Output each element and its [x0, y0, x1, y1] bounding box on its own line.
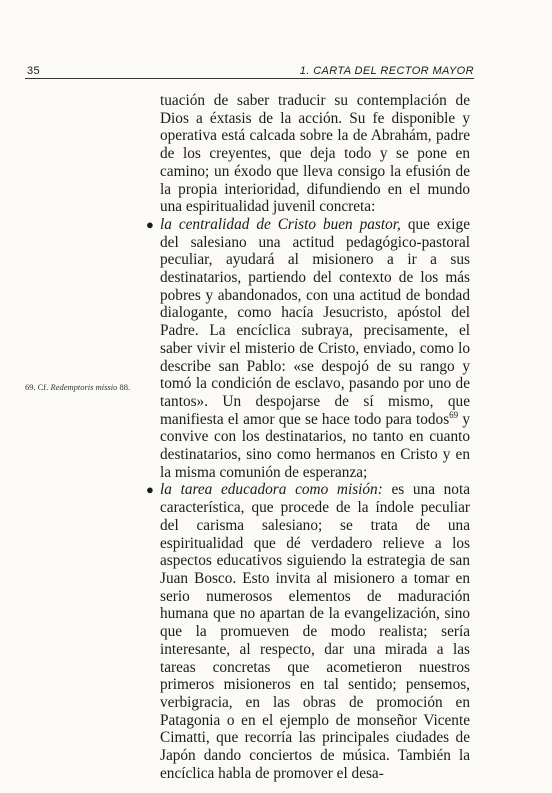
- page-number: 35: [27, 65, 41, 77]
- bullet-icon: ●: [146, 482, 154, 498]
- list-item: [146, 215, 470, 482]
- footnote-prefix: 69. Cf.: [25, 382, 51, 392]
- footnote-69: [25, 382, 145, 393]
- item-title: la centralidad de Cristo buen pastor,: [160, 215, 401, 233]
- bullet-icon: ●: [146, 216, 154, 232]
- item-text: es una nota característica, que procede de la índole peculiar del carisma salesiano; se trata de una espiritualidad que dé verdadero relieve a los aspectos educativos siguiendo la estrategia de san Juan Bosco. Esto invita al misionero a tomar en serio numerosos elementos de maduración humana que no apartan de la evangelización, sino que la promueven de modo realista; sería interesante, al respecto, dar una mirada a las tareas concretas que acometieron nuestros primeros misioneros en tal sentido; pensemos, verbigracia, en las obras de promoción en Patagonia o en el ejemplo de monseñor Vicente Cimatti, que recorría las principales ciudades de Japón dando conciertos de música. También la encíclica habla de promover el desa-: [160, 481, 470, 782]
- bullet-list: [146, 215, 470, 783]
- list-item: [146, 481, 470, 782]
- item-title: la tarea educadora como misión:: [160, 481, 383, 499]
- header-rule: [25, 78, 474, 79]
- footnote-source-title: Redemptoris missio: [50, 382, 118, 392]
- item-text: que exige del salesiano una actitud pedagógico-pastoral peculiar, ayudará al misionero a ir a sus destinatarios, partiendo del contexto de los más pobres y abandonados, con una actitud de bondad dialogante, como hacía Jesucristo, apóstol del Padre. La encíclica subraya, precisamente, el saber vivir el misterio de Cristo, enviado, como lo describe san Pablo: «se despojó de su rango y tomó la condición de esclavo, pasando por uno de tantos». Un despojarse de sí mismo, que manifiesta el amor que se hace todo para todos: [160, 215, 470, 428]
- running-head: 1. CARTA DEL RECTOR MAYOR: [299, 65, 474, 77]
- main-text: [146, 92, 470, 782]
- page-header: [25, 60, 474, 78]
- footnote-suffix: 88.: [117, 382, 131, 392]
- intro-paragraph: tuación de saber traducir su contemplación de Dios a éxtasis de la acción. Su fe disponible y operativa está calcada sobre la de Abrahám, padre de los creyentes, que deja todo y se pone en camino; un éxodo que lleva consigo la efusión de la propia interioridad, difundiendo en el mundo una espiritualidad juvenil concreta:: [160, 92, 470, 216]
- footnote-ref: 69: [449, 409, 459, 420]
- item-text-continued: y convive con los destinatarios, no tanto en cuanto destinatarios, sino como hermanos en Cristo y en la misma comunión de esperanza;: [160, 410, 470, 481]
